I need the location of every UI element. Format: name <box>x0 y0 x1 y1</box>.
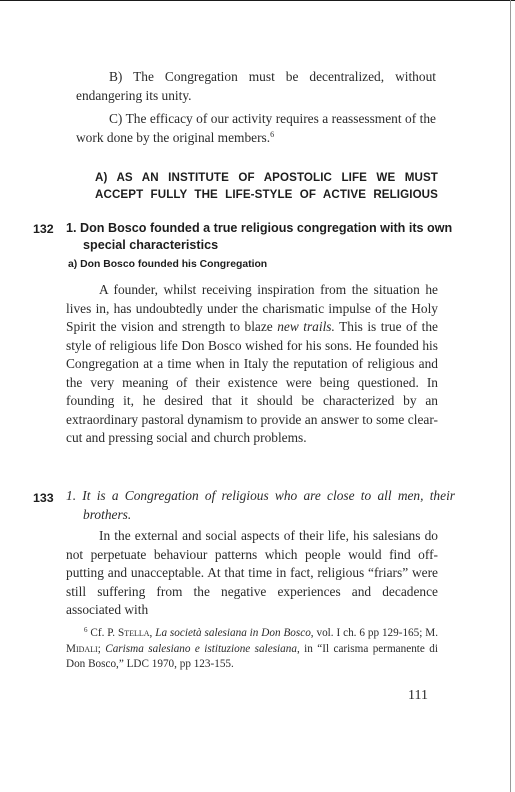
section-heading-1: 1. Don Bosco founded a true religious congregation with its own special characteristics <box>66 221 453 252</box>
right-border-rule <box>510 0 511 792</box>
paragraph-founder-start: A founder, whilst receiving inspiration from the situation he lives in, has undoubtedly under the charismatic impulse of the Holy Spirit the vision and strength to blaze <box>66 282 438 334</box>
paragraph-founder-end: This is true of the style of religious life Don Bosco wished for his sons. He founded his Congregation at a time when in Italy the reputation of religious and the very meaning of their existence were being questioned. In founding it, he desired that it should be characterized by an extraordinary pastoral dynamism to provide an answer to some clear-cut and pressing social and church problems. <box>66 319 438 445</box>
paragraph-c-text: C) The efficacy of our activity requires a reassessment of the work done by the original members. <box>76 111 436 145</box>
item-1-congregation: 1. It is a Congregation of religious who are close to all men, their brothers. <box>66 488 455 522</box>
footnote-ref: 6 <box>270 129 275 139</box>
paragraph-salesians: In the external and social aspects of their life, his salesians do not perpetuate behaviour patterns which people would find off-putting and unacceptable. At that time in fact, religious “friars” were still suffering from the negative experiences and decadence associated with <box>66 528 438 617</box>
fn-title-1: La società salesiana in Don Bosco <box>155 627 311 639</box>
top-border-rule <box>0 0 515 1</box>
paragraph-c <box>76 110 436 147</box>
fn-part-7: ; <box>97 642 106 655</box>
footnote-6 <box>66 626 438 673</box>
fn-part-5: , vol. I ch. 6 pp 129-165; M. <box>310 627 438 639</box>
page-number: 111 <box>408 688 428 703</box>
footnote-mark: 6 <box>84 626 88 634</box>
fn-title-2: Carisma salesiano e istituzione salesiana <box>105 642 297 655</box>
fn-part-9: , in “Il carisma permanente di Don Bosco,” LDC 1970, pp 123-155. <box>66 642 438 670</box>
margin-number-132: 132 <box>33 222 54 236</box>
emphasis-new-trails: new trails. <box>277 319 335 334</box>
paragraph-founder <box>66 281 438 448</box>
fn-part-1: Cf. P. <box>87 627 118 639</box>
heading-apostolic-life: A) AS AN INSTITUTE OF APOSTOLIC LIFE WE MUST ACCEPT FULLY THE LIFE-STYLE OF ACTIVE RELIGIOUS <box>95 171 438 201</box>
fn-author-stella: Stella <box>117 627 150 639</box>
margin-number-133: 133 <box>33 491 54 505</box>
subheading-a: a) Don Bosco founded his Congregation <box>68 259 268 270</box>
fn-part-3: , <box>149 627 156 639</box>
paragraph-b: B) The Congregation must be decentralized, without endangering its unity. <box>76 69 436 103</box>
fn-author-midali: Midali <box>66 642 98 655</box>
